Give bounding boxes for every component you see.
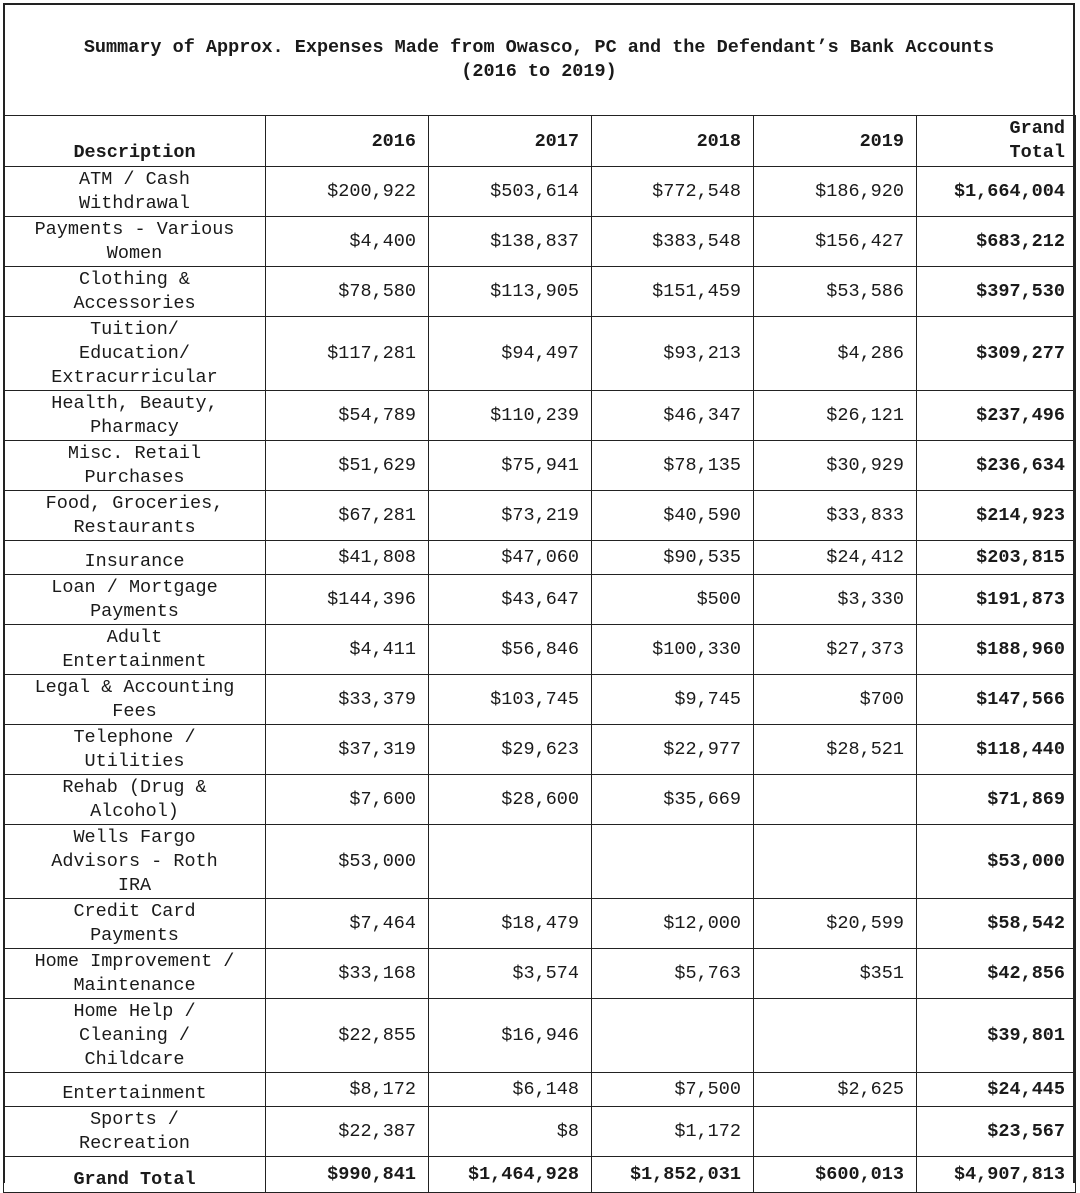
value-2019: $20,599	[754, 899, 917, 949]
value-2017: $47,060	[429, 541, 592, 575]
value-grand-total: $1,664,004	[917, 167, 1076, 217]
value-2018: $90,535	[592, 541, 754, 575]
description-line: Rehab (Drug &	[62, 776, 207, 798]
table-row	[4, 1073, 1076, 1107]
description-line: Clothing &	[78, 268, 191, 290]
description-line: Wells Fargo	[73, 826, 196, 848]
table-row	[4, 317, 1076, 391]
header-2018: 2018	[592, 116, 754, 167]
value-2016: $78,580	[266, 267, 429, 317]
table-row	[4, 675, 1076, 725]
row-description	[4, 317, 266, 391]
value-2017: $6,148	[429, 1073, 592, 1107]
description-line: Entertainment	[62, 1083, 207, 1104]
value-grand-total: $147,566	[917, 675, 1076, 725]
value-2019	[754, 825, 917, 899]
row-description	[4, 167, 266, 217]
row-description	[4, 775, 266, 825]
row-description	[4, 541, 266, 575]
description-line: Cleaning /	[78, 1024, 191, 1046]
grand-total-2018: $1,852,031	[592, 1157, 754, 1193]
value-2017: $3,574	[429, 949, 592, 999]
value-2018: $100,330	[592, 625, 754, 675]
description-line: Misc. Retail	[67, 442, 202, 464]
header-2019: 2019	[754, 116, 917, 167]
value-2019: $156,427	[754, 217, 917, 267]
table-row	[4, 825, 1076, 899]
value-2016: $144,396	[266, 575, 429, 625]
value-2018: $5,763	[592, 949, 754, 999]
value-2019: $186,920	[754, 167, 917, 217]
title-line-1: Summary of Approx. Expenses Made from Owasco, PC and the Defendant’s Bank Accounts	[83, 37, 995, 58]
value-2017: $28,600	[429, 775, 592, 825]
value-2016: $67,281	[266, 491, 429, 541]
value-2016: $41,808	[266, 541, 429, 575]
value-2019: $28,521	[754, 725, 917, 775]
value-grand-total: $42,856	[917, 949, 1076, 999]
value-2018: $9,745	[592, 675, 754, 725]
row-description	[4, 267, 266, 317]
description-line: Accessories	[73, 292, 196, 314]
value-2019: $700	[754, 675, 917, 725]
value-2016: $7,464	[266, 899, 429, 949]
description-line: IRA	[117, 874, 152, 896]
value-2018	[592, 999, 754, 1073]
value-grand-total: $118,440	[917, 725, 1076, 775]
value-2018: $22,977	[592, 725, 754, 775]
table-row	[4, 167, 1076, 217]
value-2016: $53,000	[266, 825, 429, 899]
description-line: Utilities	[84, 750, 185, 772]
description-line: Payments	[90, 600, 179, 622]
description-line: Women	[106, 242, 163, 264]
value-2018: $35,669	[592, 775, 754, 825]
table-row	[4, 217, 1076, 267]
value-2016: $33,168	[266, 949, 429, 999]
description-line: Credit Card	[73, 900, 196, 922]
description-line: Telephone /	[73, 726, 196, 748]
row-description	[4, 1107, 266, 1157]
value-grand-total: $53,000	[917, 825, 1076, 899]
value-2019: $53,586	[754, 267, 917, 317]
value-2019: $33,833	[754, 491, 917, 541]
value-grand-total: $214,923	[917, 491, 1076, 541]
row-description	[4, 999, 266, 1073]
value-2018: $1,172	[592, 1107, 754, 1157]
row-description	[4, 391, 266, 441]
value-2019	[754, 999, 917, 1073]
value-2019: $30,929	[754, 441, 917, 491]
header-grand-line-1: Grand	[1009, 118, 1065, 139]
table-row	[4, 899, 1076, 949]
value-grand-total: $23,567	[917, 1107, 1076, 1157]
value-2018: $40,590	[592, 491, 754, 541]
description-line: Home Help /	[73, 1000, 196, 1022]
value-2019: $24,412	[754, 541, 917, 575]
value-2016: $8,172	[266, 1073, 429, 1107]
description-line: Home Improvement /	[34, 950, 235, 972]
value-grand-total: $188,960	[917, 625, 1076, 675]
value-grand-total: $236,634	[917, 441, 1076, 491]
value-2017: $8	[429, 1107, 592, 1157]
value-2018: $500	[592, 575, 754, 625]
row-description	[4, 217, 266, 267]
grand-total-row	[4, 1157, 1076, 1193]
description-line: Withdrawal	[78, 192, 191, 214]
grand-total-2019: $600,013	[754, 1157, 917, 1193]
value-2017: $113,905	[429, 267, 592, 317]
table-body	[4, 167, 1076, 1157]
value-2017: $94,497	[429, 317, 592, 391]
value-2016: $4,400	[266, 217, 429, 267]
description-line: Advisors - Roth	[51, 850, 218, 872]
description-line: Education/	[78, 342, 191, 364]
grand-total-2017: $1,464,928	[429, 1157, 592, 1193]
value-2019: $351	[754, 949, 917, 999]
value-2016: $7,600	[266, 775, 429, 825]
value-2019	[754, 775, 917, 825]
value-grand-total: $71,869	[917, 775, 1076, 825]
value-2019	[754, 1107, 917, 1157]
value-2016: $54,789	[266, 391, 429, 441]
description-line: Purchases	[84, 466, 185, 488]
row-description	[4, 575, 266, 625]
value-grand-total: $39,801	[917, 999, 1076, 1073]
value-2017: $18,479	[429, 899, 592, 949]
row-description	[4, 441, 266, 491]
value-grand-total: $191,873	[917, 575, 1076, 625]
expense-summary-table	[3, 115, 1076, 1193]
value-2016: $4,411	[266, 625, 429, 675]
value-2016: $33,379	[266, 675, 429, 725]
value-2018: $383,548	[592, 217, 754, 267]
value-2018: $78,135	[592, 441, 754, 491]
value-2019: $2,625	[754, 1073, 917, 1107]
value-2017	[429, 825, 592, 899]
description-line: Maintenance	[73, 974, 196, 996]
value-2018: $151,459	[592, 267, 754, 317]
header-row	[4, 116, 1076, 167]
description-line: Food, Groceries,	[45, 492, 224, 514]
value-2018: $7,500	[592, 1073, 754, 1107]
table-row	[4, 775, 1076, 825]
grand-total-overall: $4,907,813	[917, 1157, 1076, 1193]
value-2017: $75,941	[429, 441, 592, 491]
description-line: Alcohol)	[90, 800, 179, 822]
value-2016: $200,922	[266, 167, 429, 217]
value-2019: $4,286	[754, 317, 917, 391]
description-line: Restaurants	[73, 516, 196, 538]
row-description	[4, 949, 266, 999]
value-2016: $37,319	[266, 725, 429, 775]
value-2017: $503,614	[429, 167, 592, 217]
value-2018: $772,548	[592, 167, 754, 217]
description-line: Legal & Accounting	[34, 676, 235, 698]
value-2017: $16,946	[429, 999, 592, 1073]
value-2019: $3,330	[754, 575, 917, 625]
value-2017: $138,837	[429, 217, 592, 267]
header-grand-total	[917, 116, 1076, 167]
value-2017: $29,623	[429, 725, 592, 775]
description-line: Adult	[106, 626, 163, 648]
description-line: Recreation	[78, 1132, 191, 1154]
value-grand-total: $58,542	[917, 899, 1076, 949]
value-2017: $110,239	[429, 391, 592, 441]
table-row	[4, 1107, 1076, 1157]
value-2018	[592, 825, 754, 899]
value-grand-total: $683,212	[917, 217, 1076, 267]
description-line: Tuition/	[90, 318, 179, 340]
table-row	[4, 949, 1076, 999]
row-description	[4, 899, 266, 949]
title-line-2: (2016 to 2019)	[461, 61, 617, 82]
value-grand-total: $203,815	[917, 541, 1076, 575]
value-2017: $103,745	[429, 675, 592, 725]
value-2018: $12,000	[592, 899, 754, 949]
description-line: Payments	[90, 924, 179, 946]
value-2016: $51,629	[266, 441, 429, 491]
header-2017: 2017	[429, 116, 592, 167]
value-2019: $27,373	[754, 625, 917, 675]
row-description	[4, 1073, 266, 1107]
description-line: Insurance	[84, 551, 185, 572]
row-description	[4, 491, 266, 541]
value-2018: $46,347	[592, 391, 754, 441]
value-2016: $22,387	[266, 1107, 429, 1157]
header-2016: 2016	[266, 116, 429, 167]
document-title	[5, 5, 1073, 115]
grand-total-label: Grand Total	[4, 1157, 266, 1193]
value-2016: $22,855	[266, 999, 429, 1073]
row-description	[4, 675, 266, 725]
description-line: Fees	[112, 700, 157, 722]
description-line: Health, Beauty,	[51, 392, 218, 414]
value-grand-total: $397,530	[917, 267, 1076, 317]
value-2017: $43,647	[429, 575, 592, 625]
description-line: ATM / Cash	[78, 168, 191, 190]
value-2019: $26,121	[754, 391, 917, 441]
row-description	[4, 825, 266, 899]
grand-total-2016: $990,841	[266, 1157, 429, 1193]
description-line: Pharmacy	[90, 416, 179, 438]
value-2017: $56,846	[429, 625, 592, 675]
table-row	[4, 267, 1076, 317]
table-row	[4, 575, 1076, 625]
description-line: Payments - Various	[34, 218, 235, 240]
description-line: Entertainment	[62, 650, 207, 672]
table-row	[4, 725, 1076, 775]
table-row	[4, 541, 1076, 575]
header-grand-line-2: Total	[1009, 142, 1065, 163]
value-grand-total: $309,277	[917, 317, 1076, 391]
value-2016: $117,281	[266, 317, 429, 391]
value-2018: $93,213	[592, 317, 754, 391]
row-description	[4, 725, 266, 775]
description-line: Loan / Mortgage	[51, 576, 218, 598]
value-grand-total: $237,496	[917, 391, 1076, 441]
header-description: Description	[4, 116, 266, 167]
description-line: Sports /	[90, 1108, 179, 1130]
value-grand-total: $24,445	[917, 1073, 1076, 1107]
value-2017: $73,219	[429, 491, 592, 541]
description-line: Childcare	[84, 1048, 185, 1070]
table-row	[4, 391, 1076, 441]
table-row	[4, 491, 1076, 541]
table-row	[4, 625, 1076, 675]
row-description	[4, 625, 266, 675]
table-row	[4, 999, 1076, 1073]
description-line: Extracurricular	[51, 366, 218, 388]
table-row	[4, 441, 1076, 491]
